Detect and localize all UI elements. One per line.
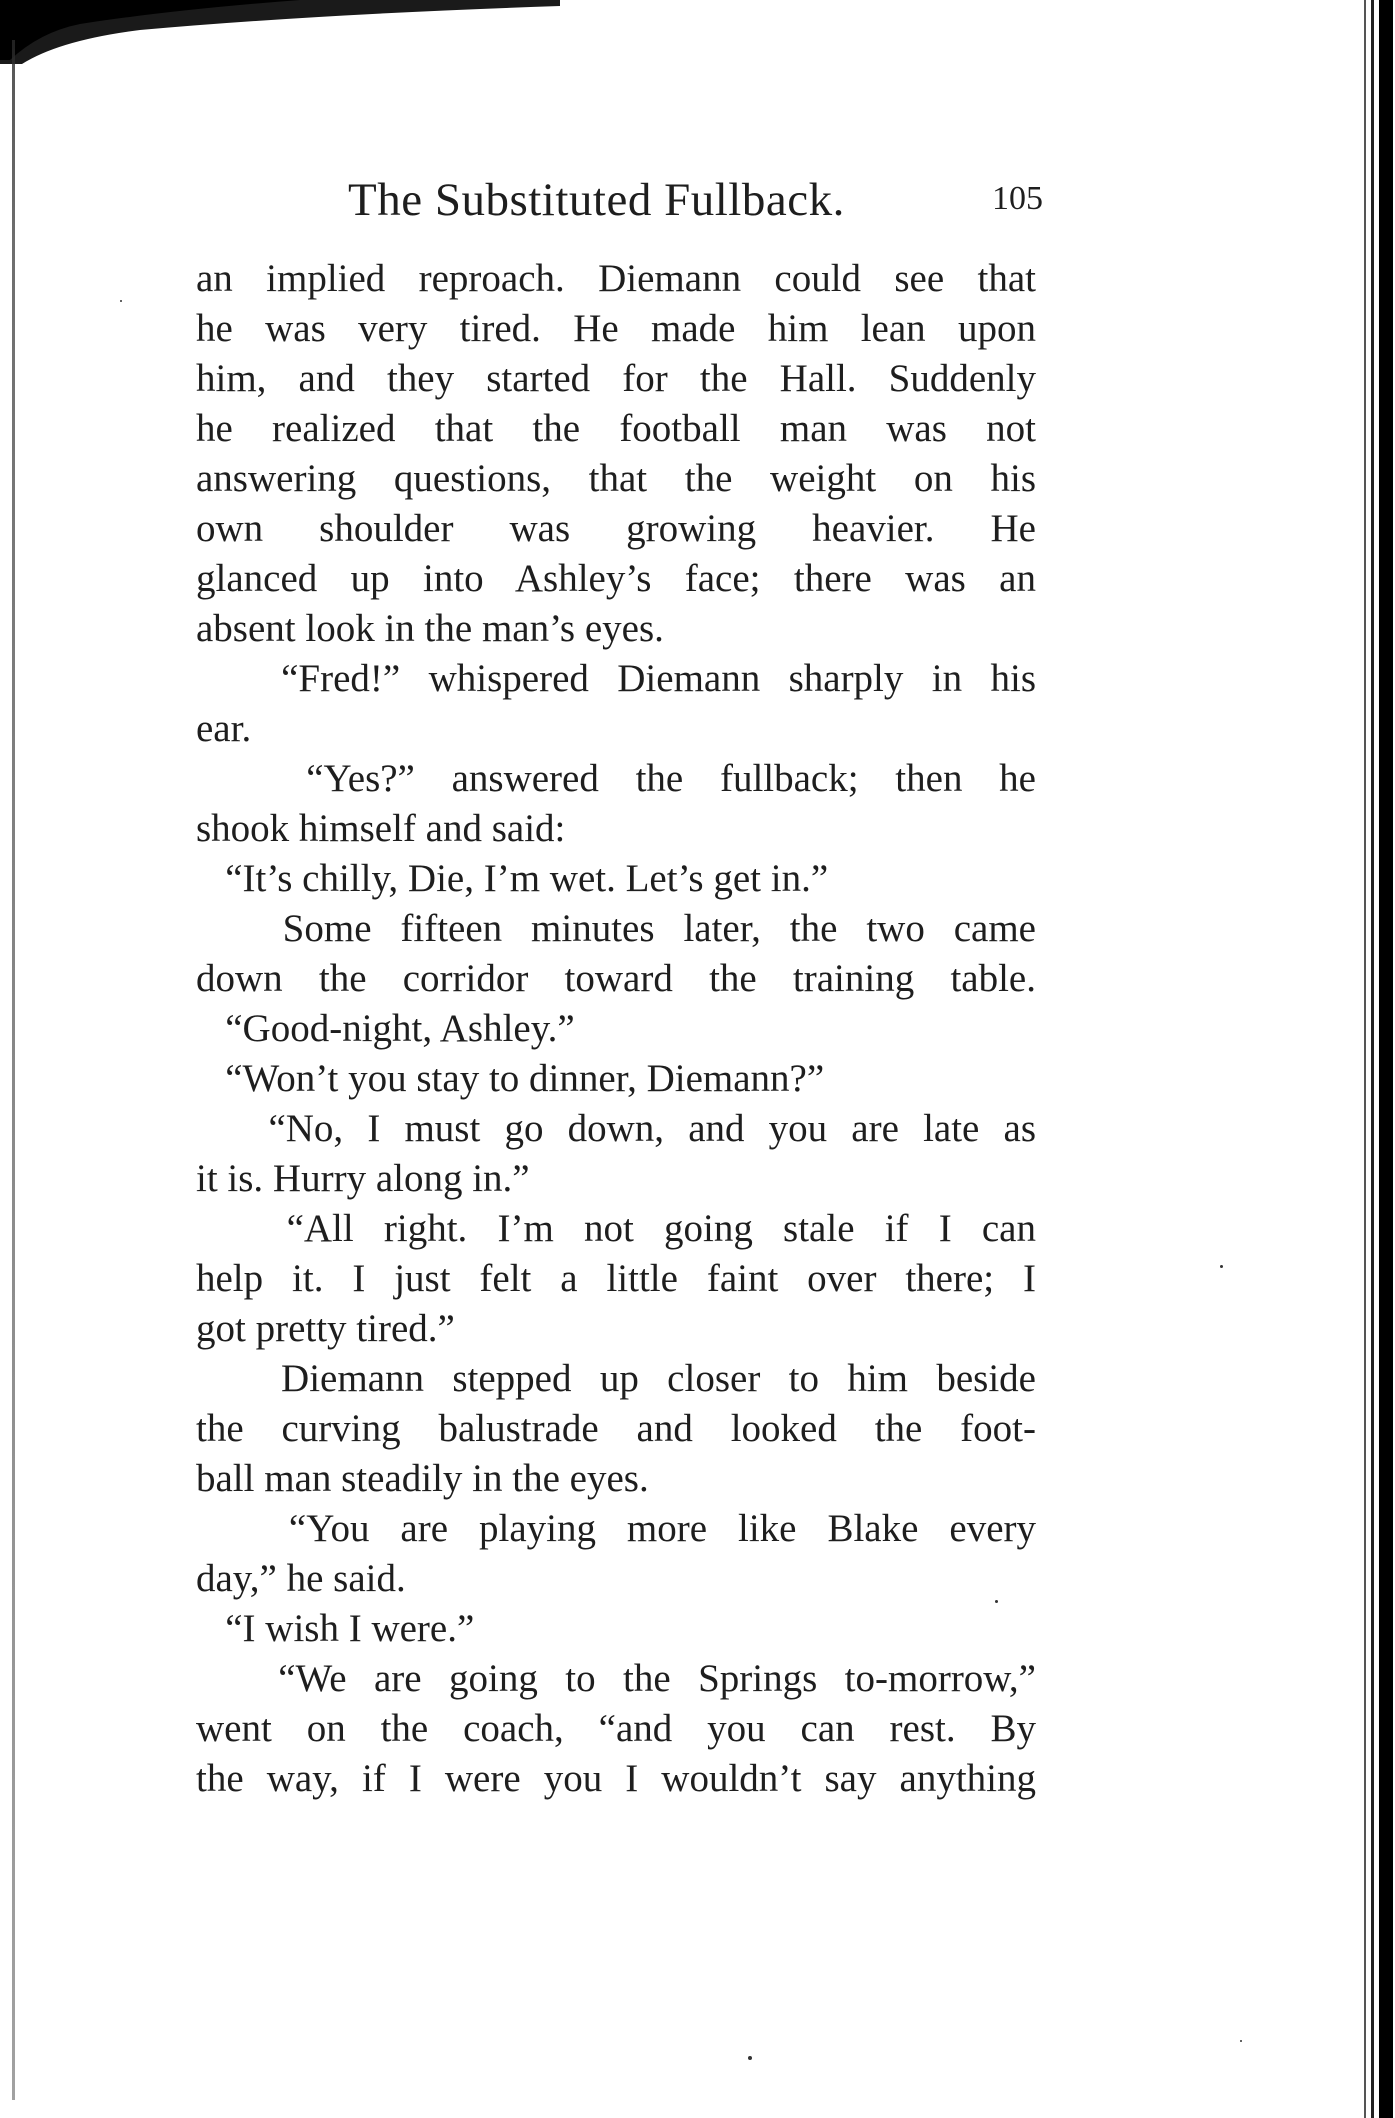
text-line: he realized that the football man was not <box>196 407 1036 450</box>
text-line: got pretty tired.” <box>196 1307 455 1350</box>
text-line: he was very tired. He made him lean upon <box>196 307 1036 350</box>
text-line: glanced up into Ashley’s face; there was an <box>196 557 1036 600</box>
text-line: “Won’t you stay to dinner, Diemann?” <box>196 1057 825 1100</box>
text-line: “I wish I were.” <box>196 1607 475 1650</box>
text-line: the way, if I were you I wouldn’t say anything <box>196 1757 1036 1800</box>
text-line: “Good-night, Ashley.” <box>196 1007 575 1050</box>
text-line: Diemann stepped up closer to him beside <box>196 1357 1036 1400</box>
text-line: “Yes?” answered the fullback; then he <box>196 757 1036 800</box>
text-line: “You are playing more like Blake every <box>196 1507 1036 1550</box>
scan-speck <box>748 2056 752 2060</box>
page-header <box>0 170 1395 240</box>
text-line: shook himself and said: <box>196 807 566 850</box>
text-line: went on the coach, “and you can rest. By <box>196 1707 1036 1750</box>
page-number: 105 <box>992 180 1043 217</box>
page-right-edge <box>1363 0 1395 2118</box>
text-line: Some fifteen minutes later, the two came <box>196 907 1036 950</box>
scan-speck <box>1240 2040 1242 2042</box>
text-line: absent look in the man’s eyes. <box>196 607 664 650</box>
text-line: him, and they started for the Hall. Suddenly <box>196 357 1036 400</box>
scan-speck <box>120 300 122 302</box>
scan-shadow-top <box>0 0 560 64</box>
text-line: an implied reproach. Diemann could see that <box>196 257 1036 300</box>
body-text <box>196 254 1036 1804</box>
text-line: “It’s chilly, Die, I’m wet. Let’s get in.” <box>196 857 829 900</box>
text-line: ball man steadily in the eyes. <box>196 1457 649 1500</box>
text-line: “We are going to the Springs to-morrow,” <box>196 1657 1036 1700</box>
text-line: it is. Hurry along in.” <box>196 1157 530 1200</box>
text-line: “Fred!” whispered Diemann sharply in his <box>196 657 1036 700</box>
text-line: “All right. I’m not going stale if I can <box>196 1207 1036 1250</box>
page-left-edge <box>12 40 15 2100</box>
text-line: help it. I just felt a little faint over there; I <box>196 1257 1036 1300</box>
text-line: the curving balustrade and looked the foot- <box>196 1407 1036 1450</box>
text-line: ear. <box>196 707 252 750</box>
text-line: day,” he said. <box>196 1557 406 1600</box>
text-line: answering questions, that the weight on his <box>196 457 1036 500</box>
text-line: “No, I must go down, and you are late as <box>196 1107 1036 1150</box>
scan-speck <box>995 1600 998 1603</box>
running-title: The Substituted Fullback. <box>348 174 845 226</box>
text-line: down the corridor toward the training table. <box>196 957 1036 1000</box>
text-line: own shoulder was growing heavier. He <box>196 507 1036 550</box>
scan-speck <box>1220 1265 1223 1268</box>
